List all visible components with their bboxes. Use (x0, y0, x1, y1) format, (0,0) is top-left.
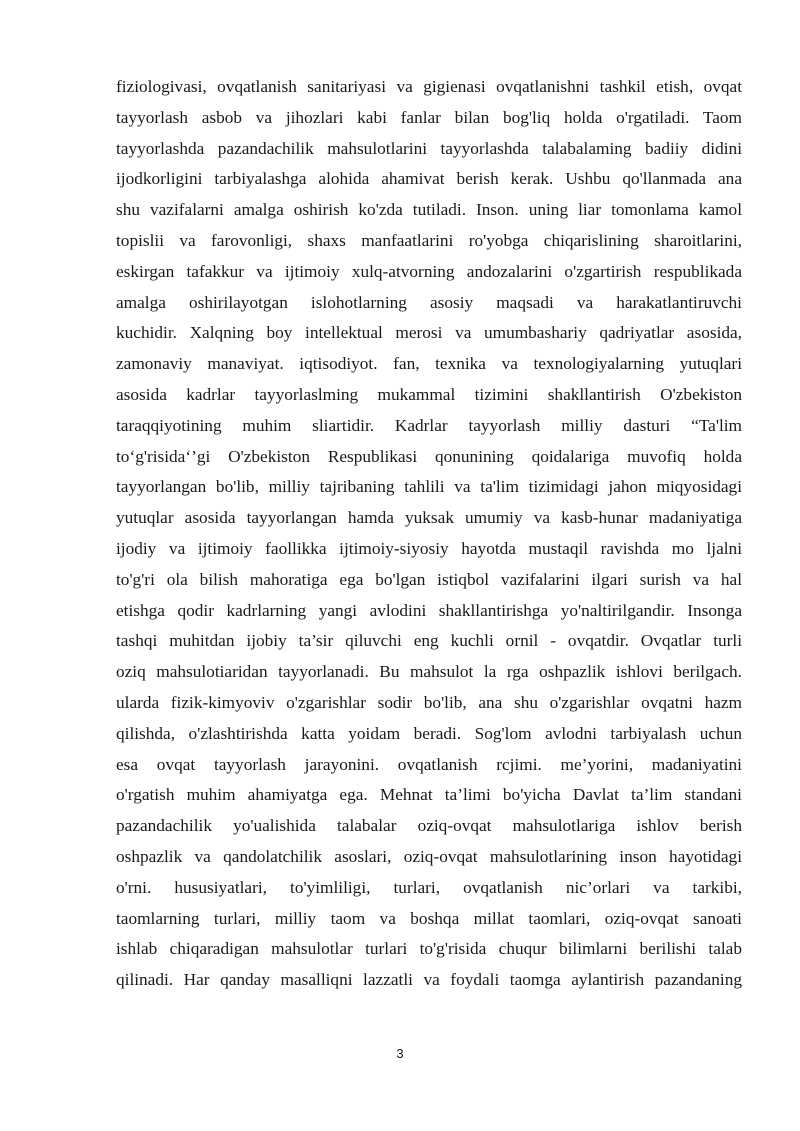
text-line: tashqi muhitdan ijobiy ta’sir qiluvchi eng kuchli ornil - ovqatdir. Ovqatlar turli (116, 631, 742, 651)
text-line: taraqqiyotining muhim sliartidir. Kadrlar tayyorlash milliy dasturi “Ta'lim (116, 415, 742, 435)
body-text (116, 72, 742, 996)
text-line: topislii va farovonligi, shaxs manfaatlarini ro'yobga chiqarislining sharoitlarini, (116, 230, 742, 250)
text-line: o'rgatish muhim ahamiyatga ega. Mehnat ta’limi bo'yicha Davlat ta’lim standani (116, 785, 742, 805)
text-line: fiziologivasi, ovqatlanish sanitariyasi va gigienasi ovqatlanishni tashkil etish, ovqat (116, 77, 742, 96)
text-line: o'rni. hususiyatlari, to'yimliligi, turlari, ovqatlanish nic’orlari va tarkibi, (116, 877, 742, 897)
text-line: oshpazlik va qandolatchilik asoslari, oziq-ovqat mahsulotlarining inson hayotidagi (116, 846, 742, 866)
text-line: to‘g'risida‘’gi O'zbekiston Respublikasi qonunining qoidalariga muvofiq holda (116, 446, 742, 466)
text-line: taomlarning turlari, milliy taom va boshqa millat taomlari, oziq-ovqat sanoati (116, 908, 742, 928)
text-line: yutuqlar asosida tayyorlangan hamda yuksak umumiy va kasb-hunar madaniyatiga (116, 508, 742, 528)
text-line: qilishda, o'zlashtirishda katta yoidam beradi. Sog'lom avlodni tarbiyalash uchun (116, 723, 742, 743)
text-line: to'g'ri ola bilish mahoratiga ega bo'lgan istiqbol vazifalarini ilgari surish va hal (116, 569, 742, 589)
text-line: tayyorlangan bo'lib, milliy tajribaning tahlili va ta'lim tizimidagi jahon miqyosidagi (116, 477, 742, 497)
text-line: ishlab chiqaradigan mahsulotlar turlari to'g'risida chuqur bilimlarni berilishi talab (116, 939, 742, 959)
text-line: zamonaviy manaviyat. iqtisodiyot. fan, texnika va texnologiyalarning yutuqlari (116, 354, 742, 374)
text-line: amalga oshirilayotgan islohotlarning asosiy maqsadi va harakatlantiruvchi (116, 292, 742, 312)
text-line: esa ovqat tayyorlash jarayonini. ovqatlanish rcjimi. me’yorini, madaniyatini (116, 754, 742, 774)
text-line: ularda fizik-kimyoviv o'zgarishlar sodir bo'lib, ana shu o'zgarishlar ovqatni hazm (116, 692, 742, 712)
text-line: tayyorlash asbob va jihozlari kabi fanlar bilan bog'liq holda o'rgatiladi. Taom (116, 107, 742, 127)
text-line: oziq mahsulotiaridan tayyorlanadi. Bu mahsulot la rga oshpazlik ishlovi berilgach. (116, 662, 742, 682)
text-line: ijodiy va ijtimoiy faollikka ijtimoiy-siyosiy hayotda mustaqil ravishda mo ljalni (116, 538, 742, 558)
text-line: pazandachilik yo'ualishida talabalar oziq-ovqat mahsulotlariga ishlov berish (116, 816, 742, 836)
text-line: ijodkorligini tarbiyalashga alohida ahamivat berish kerak. Ushbu qo'llanmada ana (116, 169, 742, 189)
page-number: 3 (396, 1046, 404, 1061)
text-line: qilinadi. Har qanday masalliqni lazzatli va foydali taomga aylantirish pazandaning (116, 970, 742, 990)
text-line: etishga qodir kadrlarning yangi avlodini shakllantirishga yo'naltirilgandir. Insonga (116, 600, 742, 620)
text-line: eskirgan tafakkur va ijtimoiy xulq-atvorning andozalarini o'zgartirish respublikada (116, 261, 742, 281)
text-line: tayyorlashda pazandachilik mahsulotlarini tayyorlashda talabalaming badiiy didini (116, 138, 742, 158)
text-line: shu vazifalarni amalga oshirish ko'zda tutiladi. Inson. uning liar tomonlama kamol (116, 200, 742, 220)
text-line: asosida kadrlar tayyorlaslming mukammal tizimini shakllantirish O'zbekiston (116, 384, 742, 404)
text-line: kuchidir. Xalqning boy intellektual merosi va umumbashariy qadriyatlar asosida, (116, 323, 742, 343)
